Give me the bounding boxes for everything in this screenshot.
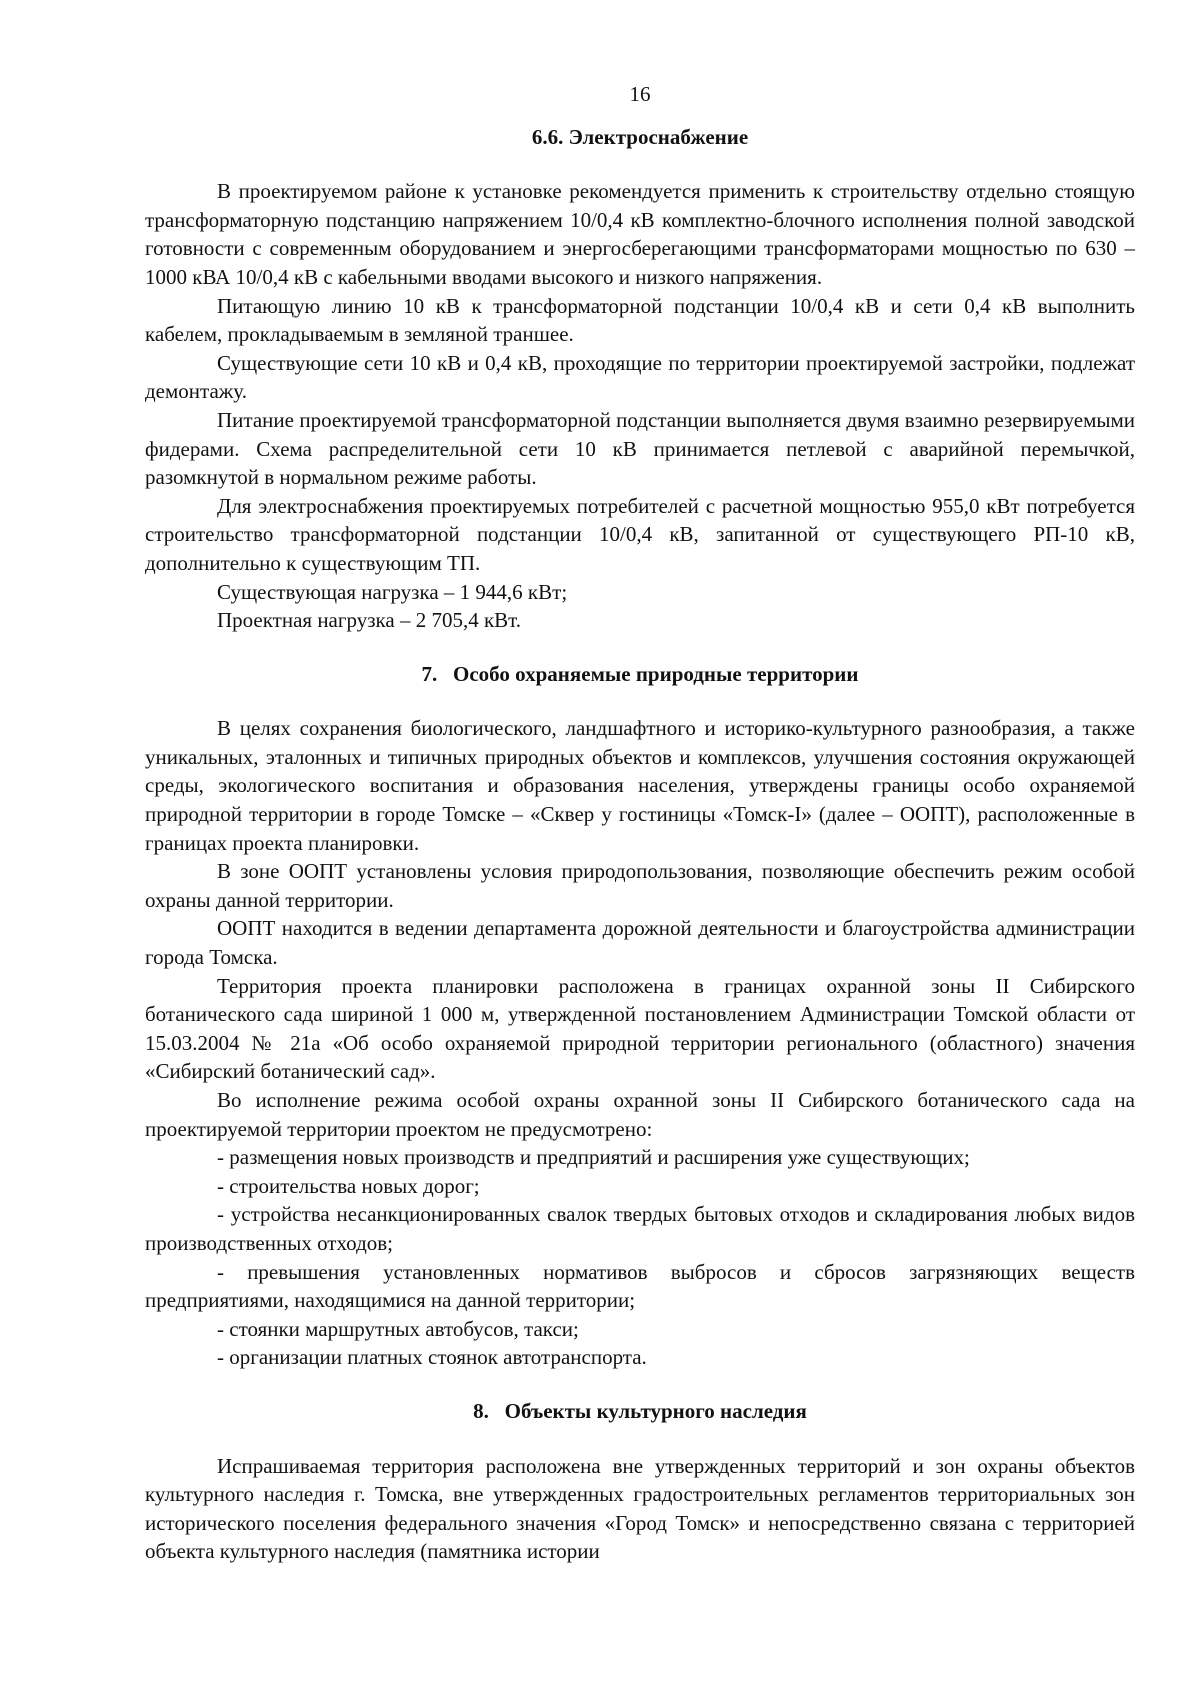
- list-item: - превышения установленных нормативов выбросов и сбросов загрязняющих веществ предприятиями, находящимися на данной территории;: [145, 1259, 1135, 1313]
- paragraph: Существующая нагрузка – 1 944,6 кВт;: [217, 579, 568, 604]
- list-item: - стоянки маршрутных автобусов, такси;: [217, 1316, 579, 1341]
- paragraph: В зоне ООПТ установлены условия природопользования, позволяющие обеспечить режим особой охраны данной территории.: [145, 859, 1135, 912]
- list-item: - организации платных стоянок автотранспорта.: [217, 1345, 647, 1370]
- paragraph: Проектная нагрузка – 2 705,4 кВт.: [217, 608, 522, 633]
- paragraph: Питание проектируемой трансформаторной подстанции выполняется двумя взаимно резервируемыми фидерами. Схема распределительной сети 10 кВ принимается петлевой с аварийной перемычкой, разомкнутой в нормальном режиме работы.: [145, 407, 1135, 490]
- section-8-heading: 8. Объекты культурного наследия: [473, 1398, 807, 1423]
- list-item: - строительства новых дорог;: [217, 1173, 480, 1198]
- page-number: 16: [629, 82, 651, 106]
- paragraph: В целях сохранения биологического, ландшафтного и историко-культурного разнообразия, а также уникальных, эталонных и типичных природных объектов и комплексов, улучшения состояния окружающей среды, экологического воспитания и образования населения, утверждены границы особо охраняемой природной территории в городе Томске – «Сквер у гостиницы «Томск-I» (далее – ООПТ), расположенные в границах проекта планировки.: [145, 716, 1135, 855]
- section-7-heading: 7. Особо охраняемые природные территории: [421, 661, 859, 686]
- paragraph: Существующие сети 10 кВ и 0,4 кВ, проходящие по территории проектируемой застройки, подлежат демонтажу.: [145, 350, 1135, 404]
- paragraph: Территория проекта планировки расположена в границах охранной зоны II Сибирского ботанического сада шириной 1 000 м, утвержденной постановлением Администрации Томской области от 15.03.2004 № 21а «Об особо охраняемой природной территории регионального (областного) значения «Сибирский ботанический сад».: [145, 973, 1135, 1084]
- list-item: - устройства несанкционированных свалок твердых бытовых отходов и складирования любых видов производственных отходов;: [145, 1202, 1135, 1255]
- paragraph: Питающую линию 10 кВ к трансформаторной подстанции 10/0,4 кВ и сети 0,4 кВ выполнить кабелем, прокладываемым в земляной траншее.: [145, 293, 1135, 347]
- list-item: - размещения новых производств и предприятий и расширения уже существующих;: [217, 1145, 970, 1170]
- paragraph: Во исполнение режима особой охраны охранной зоны II Сибирского ботанического сада на проектируемой территории проектом не предусмотрено:: [145, 1088, 1135, 1141]
- paragraph: В проектируемом районе к установке рекомендуется применить к строительству отдельно стоящую трансформаторную подстанцию напряжением 10/0,4 кВ комплектно-блочного исполнения полной заводской готовности с современным оборудованием и энергосберегающими трансформаторами мощностью по 630 – 1000 кВА 10/0,4 кВ с кабельными вводами высокого и низкого напряжения.: [145, 179, 1135, 289]
- paragraph: ООПТ находится в ведении департамента дорожной деятельности и благоустройства администрации города Томска.: [145, 916, 1135, 970]
- paragraph: Для электроснабжения проектируемых потребителей с расчетной мощностью 955,0 кВт потребуется строительство трансформаторной подстанции 10/0,4 кВ, запитанной от существующего РП-10 кВ, дополнительно к существующим ТП.: [145, 493, 1135, 575]
- section-6-6-heading: 6.6. Электроснабжение: [531, 124, 749, 149]
- paragraph: Испрашиваемая территория расположена вне утвержденных территорий и зон охраны объектов культурного наследия г. Томска, вне утвержденных градостроительных регламентов территориальных зон исторического поселения федерального значения «Город Томск» и непосредственно связана с территорией объекта культурного наследия (памятника истории: [145, 1453, 1135, 1564]
